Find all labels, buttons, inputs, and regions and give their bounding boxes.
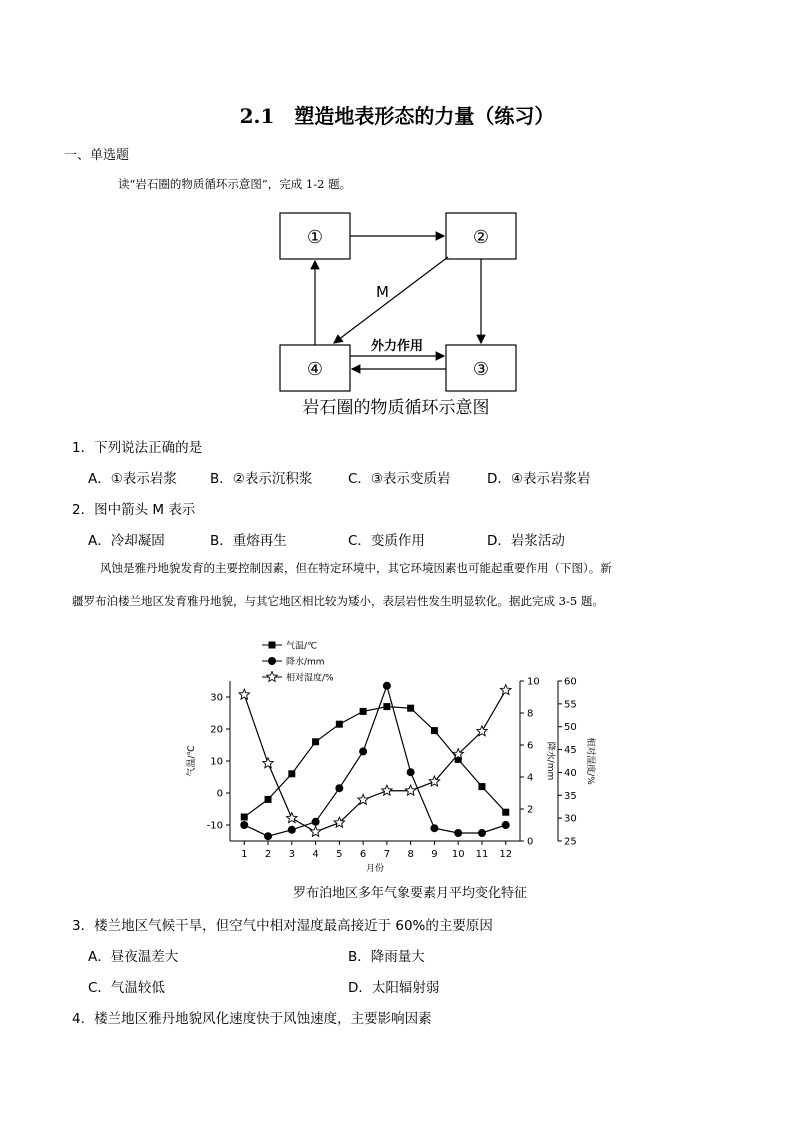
q3-option-a: A．昼夜温差大 — [88, 949, 179, 965]
q1-option-b: B．②表示沉积浆 — [210, 471, 313, 487]
y-right2-axis-label: 相对湿度/% — [585, 737, 595, 785]
data-point-1 — [383, 682, 391, 690]
data-point-2 — [310, 826, 320, 836]
x-tick-label: 3 — [288, 849, 295, 860]
data-point-1 — [240, 821, 248, 829]
data-point-0 — [312, 738, 319, 745]
series-line-2 — [244, 690, 505, 832]
data-point-1 — [454, 829, 462, 837]
q1-option-a: A．①表示岩浆 — [88, 471, 177, 487]
data-point-0 — [265, 796, 272, 803]
q1-option-d: D．④表示岩浆岩 — [487, 471, 591, 487]
data-point-0 — [407, 705, 414, 712]
data-point-0 — [383, 703, 390, 710]
data-point-2 — [239, 689, 249, 699]
x-tick-label: 11 — [475, 849, 489, 860]
y-right1-tick-label: 10 — [527, 676, 540, 688]
question-1-stem: 1．下列说法正确的是 — [72, 440, 203, 456]
external-force-label: 外力作用 — [370, 339, 424, 354]
q2-option-d: D．岩浆活动 — [487, 533, 565, 549]
y-right2-tick-label: 60 — [564, 676, 577, 688]
climate-chart — [180, 635, 620, 905]
box-1-label: ① — [306, 227, 324, 248]
data-point-1 — [502, 821, 510, 829]
data-point-2 — [263, 758, 273, 768]
legend-label: 相对湿度/% — [286, 673, 334, 684]
y-right1-tick-label: 6 — [527, 740, 534, 752]
question-2-stem: 2．图中箭头 M 表示 — [72, 502, 196, 518]
data-point-1 — [407, 768, 415, 776]
data-point-1 — [478, 829, 486, 837]
q3-option-c: C．气温较低 — [88, 980, 165, 996]
intro-text-2-line-1: 风蚀是雅丹地貌发育的主要控制因素，但在特定环境中，其它环境因素也可能起重要作用（下图）。新 — [100, 561, 612, 575]
data-point-1 — [264, 832, 272, 840]
data-point-0 — [241, 814, 248, 821]
x-tick-label: 4 — [312, 849, 319, 860]
box-3-label: ③ — [472, 359, 490, 380]
x-tick-label: 8 — [407, 849, 414, 860]
x-tick-label: 5 — [336, 849, 343, 860]
legend-marker — [268, 657, 276, 665]
data-point-0 — [336, 721, 343, 728]
question-4-stem: 4．楼兰地区雅丹地貌风化速度快于风蚀速度，主要影响因素 — [72, 1011, 432, 1027]
data-point-0 — [502, 809, 509, 816]
x-tick-label: 1 — [241, 849, 248, 860]
question-3-stem: 3．楼兰地区气候干旱，但空气中相对湿度最高接近于 60%的主要原因 — [72, 918, 493, 934]
y-right2-tick-label: 55 — [564, 699, 577, 711]
x-axis-label: 月份 — [365, 864, 385, 874]
legend-marker — [269, 642, 276, 649]
legend-marker — [267, 672, 277, 682]
section-heading: 一、单选题 — [64, 148, 130, 163]
y-left-axis-label: 气温/℃ — [187, 745, 197, 777]
data-point-0 — [431, 727, 438, 734]
y-left-tick-label: 10 — [210, 756, 223, 768]
box-2-label: ② — [472, 227, 490, 248]
y-left-tick-label: 30 — [210, 692, 223, 704]
x-tick-label: 9 — [431, 849, 438, 860]
legend-label: 降水/mm — [286, 657, 325, 668]
y-right1-tick-label: 2 — [527, 804, 534, 816]
data-point-0 — [288, 770, 295, 777]
data-point-1 — [359, 747, 367, 755]
m-label: M — [376, 283, 389, 301]
q2-option-b: B．重熔再生 — [210, 533, 287, 549]
data-point-1 — [335, 784, 343, 792]
chart-title: 罗布泊地区多年气象要素月平均变化特征 — [292, 886, 528, 901]
intro-text-1: 读“岩石圈的物质循环示意图”，完成 1-2 题。 — [118, 177, 352, 191]
series-line-1 — [244, 686, 505, 836]
y-right2-tick-label: 45 — [564, 745, 577, 757]
chart-legend — [262, 640, 334, 684]
rock-cycle-diagram — [270, 205, 530, 420]
x-tick-label: 6 — [359, 849, 367, 860]
q2-option-c: C．变质作用 — [348, 533, 425, 549]
q3-option-b: B．降雨量大 — [348, 949, 425, 965]
y-left-tick-label: -10 — [206, 820, 223, 832]
box-4-label: ④ — [306, 359, 324, 380]
data-point-2 — [405, 785, 415, 795]
intro-text-2-line-2: 疆罗布泊楼兰地区发育雅丹地貌，与其它地区相比较为矮小，表层岩性发生明显软化。据此完成 3-5 题。 — [72, 594, 604, 608]
q1-option-c: C．③表示变质岩 — [348, 471, 451, 487]
x-tick-label: 7 — [383, 849, 391, 860]
y-right1-tick-label: 4 — [527, 772, 534, 784]
x-tick-label: 2 — [264, 849, 272, 860]
q3-option-d: D．太阳辐射弱 — [348, 980, 440, 996]
y-right1-tick-label: 0 — [527, 836, 534, 848]
page-title: 2.1 塑造地表形态的力量（练习） — [239, 104, 555, 128]
y-right1-axis-label: 降水/mm — [545, 741, 555, 781]
data-point-0 — [478, 783, 485, 790]
y-right2-tick-label: 30 — [564, 813, 577, 825]
x-tick-label: 12 — [499, 849, 513, 860]
diagram-caption: 岩石圈的物质循环示意图 — [302, 398, 490, 418]
q2-option-a: A．冷却凝固 — [88, 533, 165, 549]
y-left-tick-label: 0 — [216, 788, 223, 800]
chart-axes — [185, 677, 597, 875]
data-point-1 — [288, 826, 296, 834]
legend-label: 气温/℃ — [286, 641, 318, 652]
arrow-m — [334, 257, 448, 343]
y-right1-tick-label: 8 — [527, 708, 534, 720]
y-left-tick-label: 20 — [210, 724, 223, 736]
data-point-2 — [501, 685, 511, 695]
data-point-0 — [360, 708, 367, 715]
data-point-1 — [430, 824, 438, 832]
data-point-2 — [287, 813, 297, 823]
x-tick-label: 10 — [451, 849, 465, 860]
y-right2-tick-label: 35 — [564, 790, 577, 802]
y-right2-tick-label: 40 — [564, 767, 577, 779]
y-right2-tick-label: 50 — [564, 722, 577, 734]
data-point-2 — [382, 785, 392, 795]
chart-series — [239, 682, 511, 840]
data-point-1 — [312, 818, 320, 826]
y-right2-tick-label: 25 — [564, 836, 577, 848]
